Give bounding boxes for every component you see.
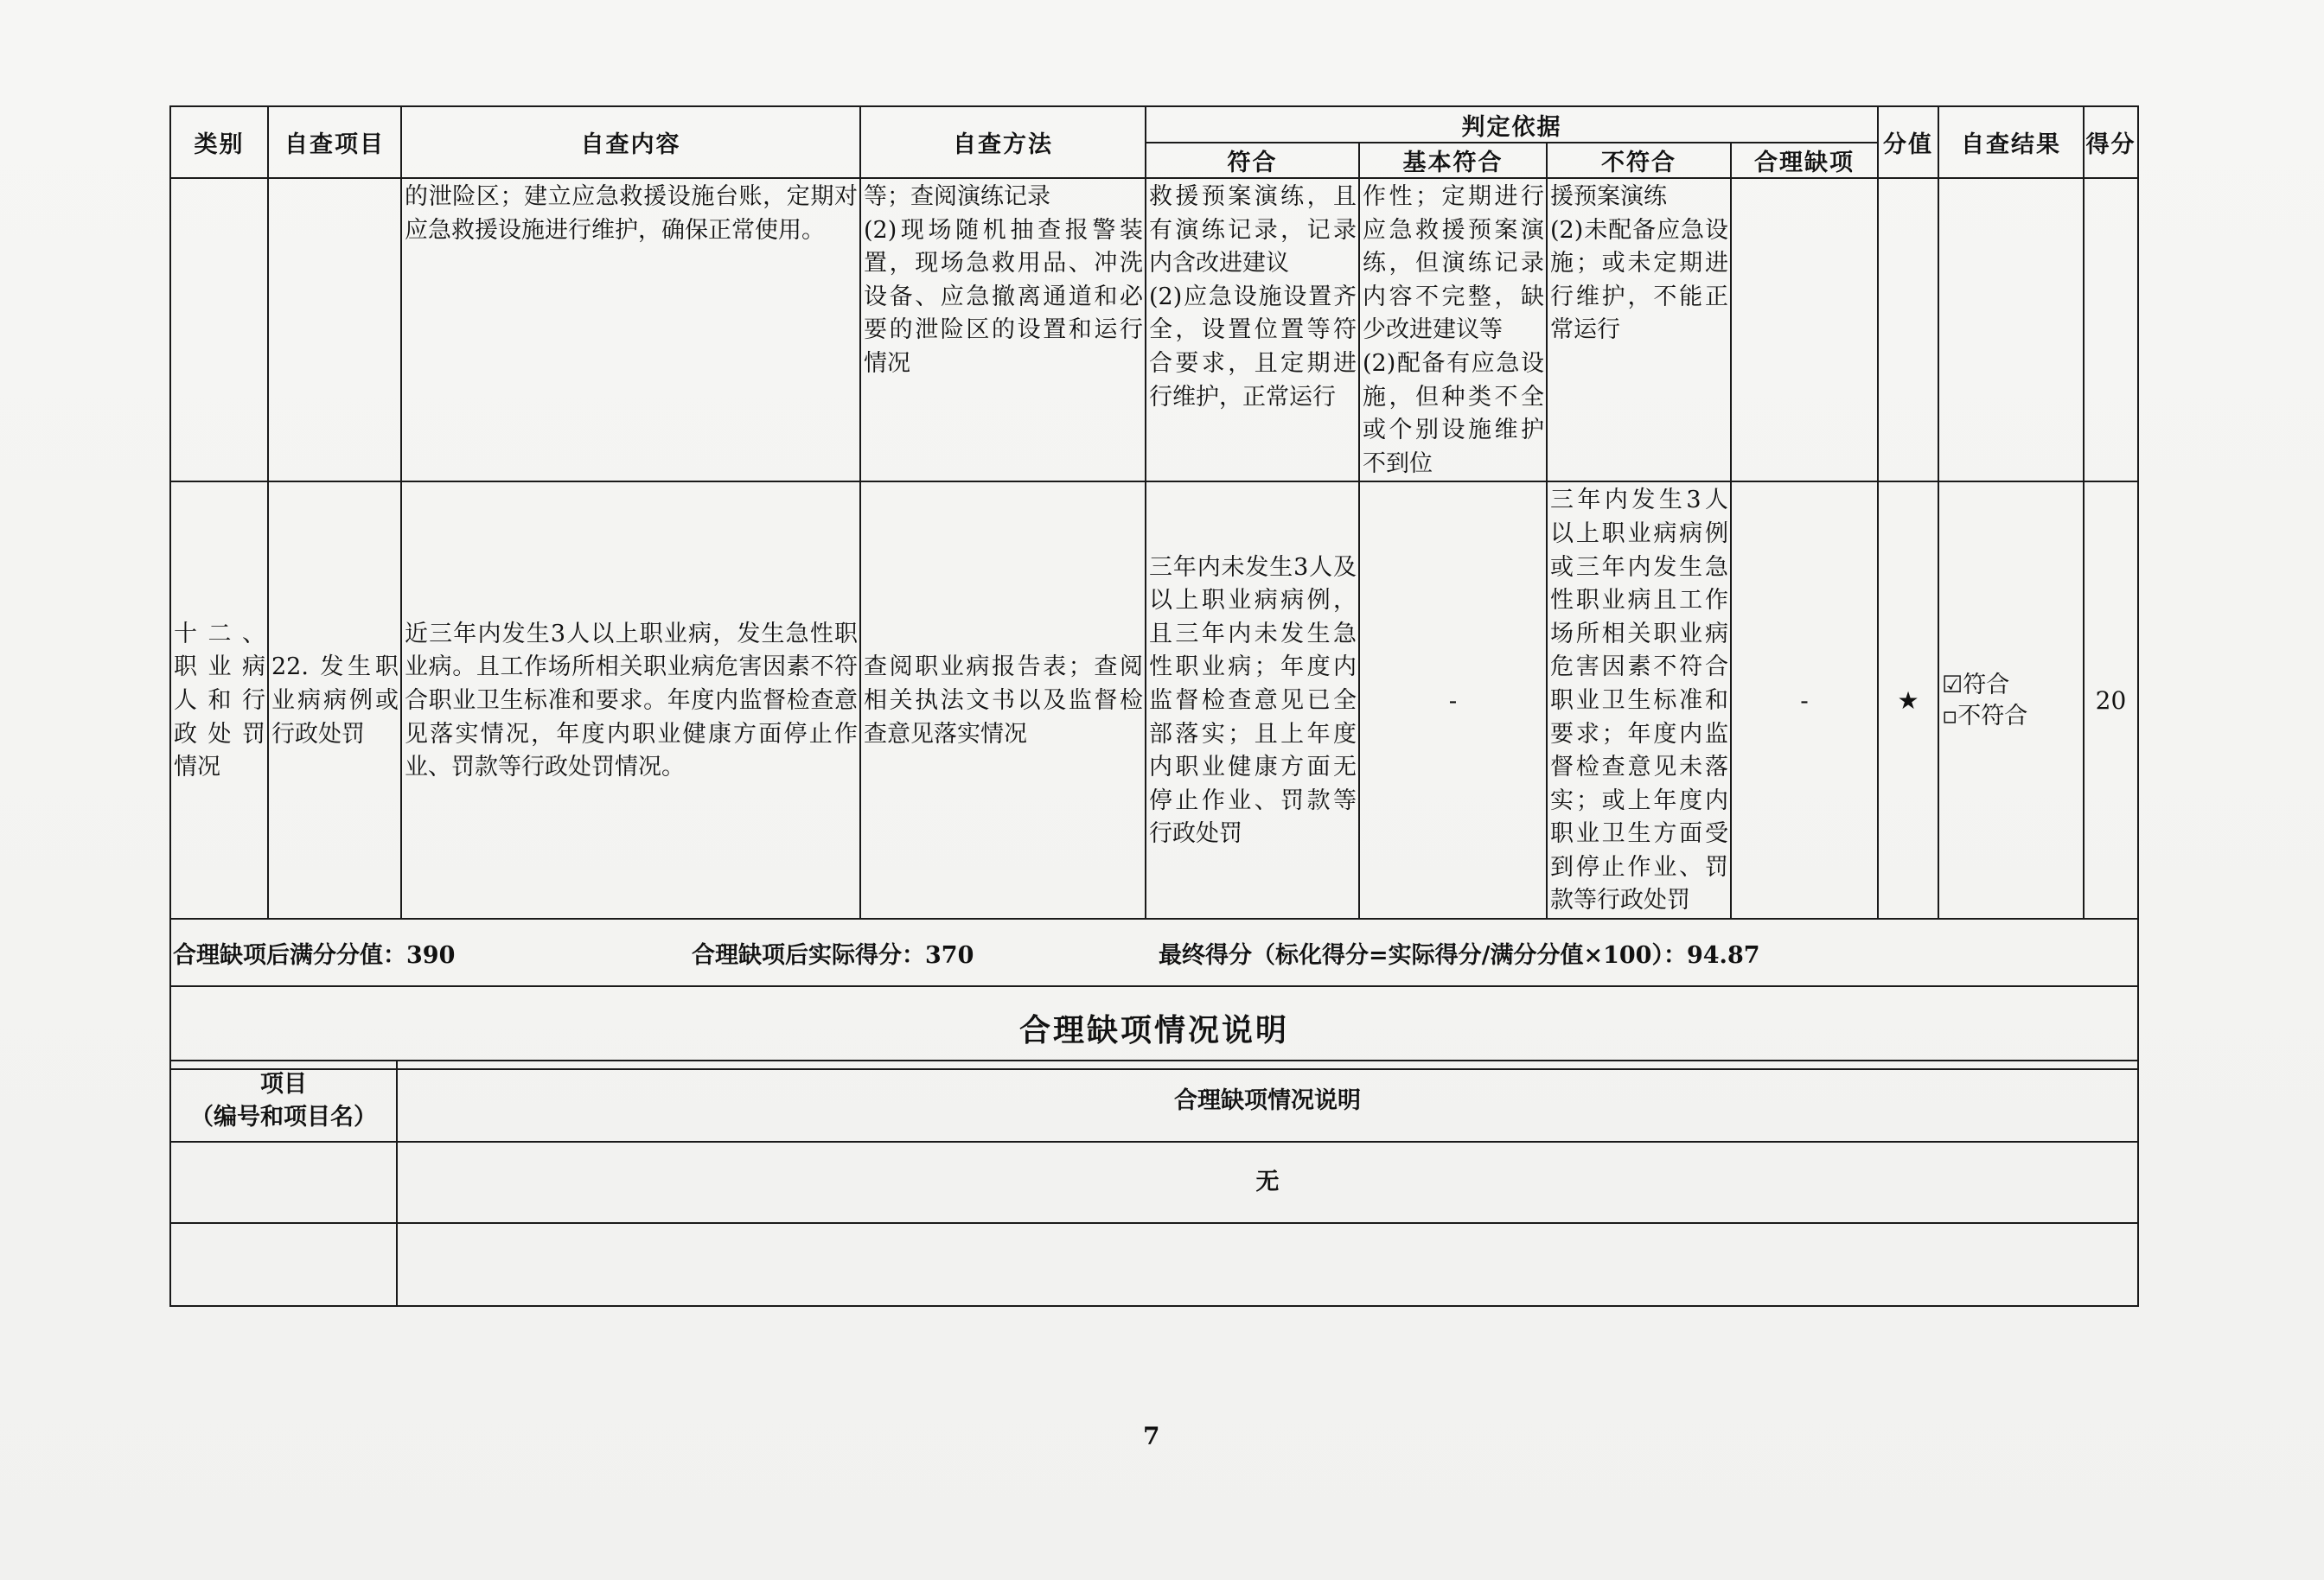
- row1-conform: 救援预案演练，且有演练记录，记录内含改进建议 (2)应急设施设置齐全，设置位置等符合要求，且定期进行维护，正常运行: [1146, 178, 1359, 481]
- summary-full-score: 合理缺项后满分分值：390: [173, 941, 456, 969]
- result-checkbox-nonconform[interactable]: ▫不符合: [1942, 703, 2028, 730]
- row2-category: 十二、职业病人和行政处罚情况: [170, 481, 268, 919]
- row1-basic-conform: 作性；定期进行应急救援预案演练，但演练记录内容不完整，缺少改进建议等 (2)配备有应急设施，但种类不全或个别设施维护不到位: [1359, 178, 1547, 481]
- header-result: 自查结果: [1938, 106, 2084, 178]
- row2-content: 近三年内发生3人以上职业病，发生急性职业病。且工作场所相关职业病危害因素不符合职业卫生标准和要求。年度内监督检查意见落实情况，年度内职业健康方面停止作业、罚款等行政处罚情况。: [401, 481, 860, 919]
- missing-col-item: [170, 1061, 397, 1142]
- row1-method: 等；查阅演练记录 (2)现场随机抽查报警装置，现场急救用品、冲洗设备、应急撤离通道和必要的泄险区的设置和运行情况: [860, 178, 1146, 481]
- summary-row: [170, 919, 2138, 986]
- row1-category: [170, 178, 268, 481]
- row2-basic-conform: -: [1359, 481, 1547, 919]
- missing-title-row: [170, 986, 2138, 1069]
- missing-row-item: [170, 1223, 397, 1306]
- summary-actual-score: 合理缺项后实际得分：370: [692, 941, 974, 969]
- missing-items-table: [169, 1060, 2139, 1307]
- missing-col-desc: 合理缺项情况说明: [397, 1061, 2138, 1142]
- missing-row: [170, 1223, 2138, 1306]
- row2-method: 查阅职业病报告表；查阅相关执法文书以及监督检查意见落实情况: [860, 481, 1146, 919]
- missing-col-item-line2: （编号和项目名）: [190, 1104, 377, 1131]
- header-conform: 符合: [1146, 143, 1359, 178]
- missing-row-item: [170, 1142, 397, 1223]
- header-content: 自查内容: [401, 106, 860, 178]
- row1-result: [1938, 178, 2084, 481]
- row1-non-conform: 援预案演练 (2)未配备应急设施；或未定期进行维护，不能正常运行: [1547, 178, 1731, 481]
- row2-result: [1938, 481, 2084, 919]
- row2-score-value-star: ★: [1878, 481, 1938, 919]
- row1-reasonable-missing: [1731, 178, 1878, 481]
- missing-row-desc: 无: [397, 1142, 2138, 1223]
- row2-conform: 三年内未发生3人及以上职业病病例，且三年内未发生急性职业病；年度内监督检查意见已全部落实；且上年度内职业健康方面无停止作业、罚款等行政处罚: [1146, 481, 1359, 919]
- missing-row-desc: [397, 1223, 2138, 1306]
- summary-cell: [170, 919, 2138, 986]
- header-reasonable-missing: 合理缺项: [1731, 143, 1878, 178]
- header-basis: 判定依据: [1146, 106, 1878, 143]
- header-score: 得分: [2084, 106, 2138, 178]
- header-method: 自查方法: [860, 106, 1146, 178]
- self-inspection-table: [169, 105, 2139, 1070]
- row2-non-conform: 三年内发生3人以上职业病病例或三年内发生急性职业病且工作场所相关职业病危害因素不符合职业卫生标准和要求；年度内监督检查意见未落实；或上年度内职业卫生方面受到停止作业、罚款等行政处罚: [1547, 481, 1731, 919]
- row2-item: 22. 发生职业病病例或行政处罚: [268, 481, 401, 919]
- header-category: 类别: [170, 106, 268, 178]
- result-checkbox-conform[interactable]: ☑符合: [1942, 672, 2010, 699]
- missing-row: [170, 1142, 2138, 1223]
- table-row: [170, 178, 2138, 481]
- header-score-value: 分值: [1878, 106, 1938, 178]
- header-non-conform: 不符合: [1547, 143, 1731, 178]
- missing-col-item-line1: 项目: [260, 1071, 307, 1098]
- row1-item: [268, 178, 401, 481]
- header-row: [170, 106, 2138, 143]
- header-basic-conform: 基本符合: [1359, 143, 1547, 178]
- row2-score: 20: [2084, 481, 2138, 919]
- missing-header-row: [170, 1061, 2138, 1142]
- row1-content: 的泄险区；建立应急救援设施台账，定期对应急救援设施进行维护，确保正常使用。: [401, 178, 860, 481]
- table-row: [170, 481, 2138, 919]
- row1-score: [2084, 178, 2138, 481]
- row2-reasonable-missing: -: [1731, 481, 1878, 919]
- missing-section-title: 合理缺项情况说明: [170, 986, 2138, 1069]
- summary-final-score: 最终得分（标化得分=实际得分/满分分值×100）：94.87: [1159, 941, 1760, 969]
- page-number: 7: [1143, 1422, 1160, 1450]
- row1-score-value: [1878, 178, 1938, 481]
- header-item: 自查项目: [268, 106, 401, 178]
